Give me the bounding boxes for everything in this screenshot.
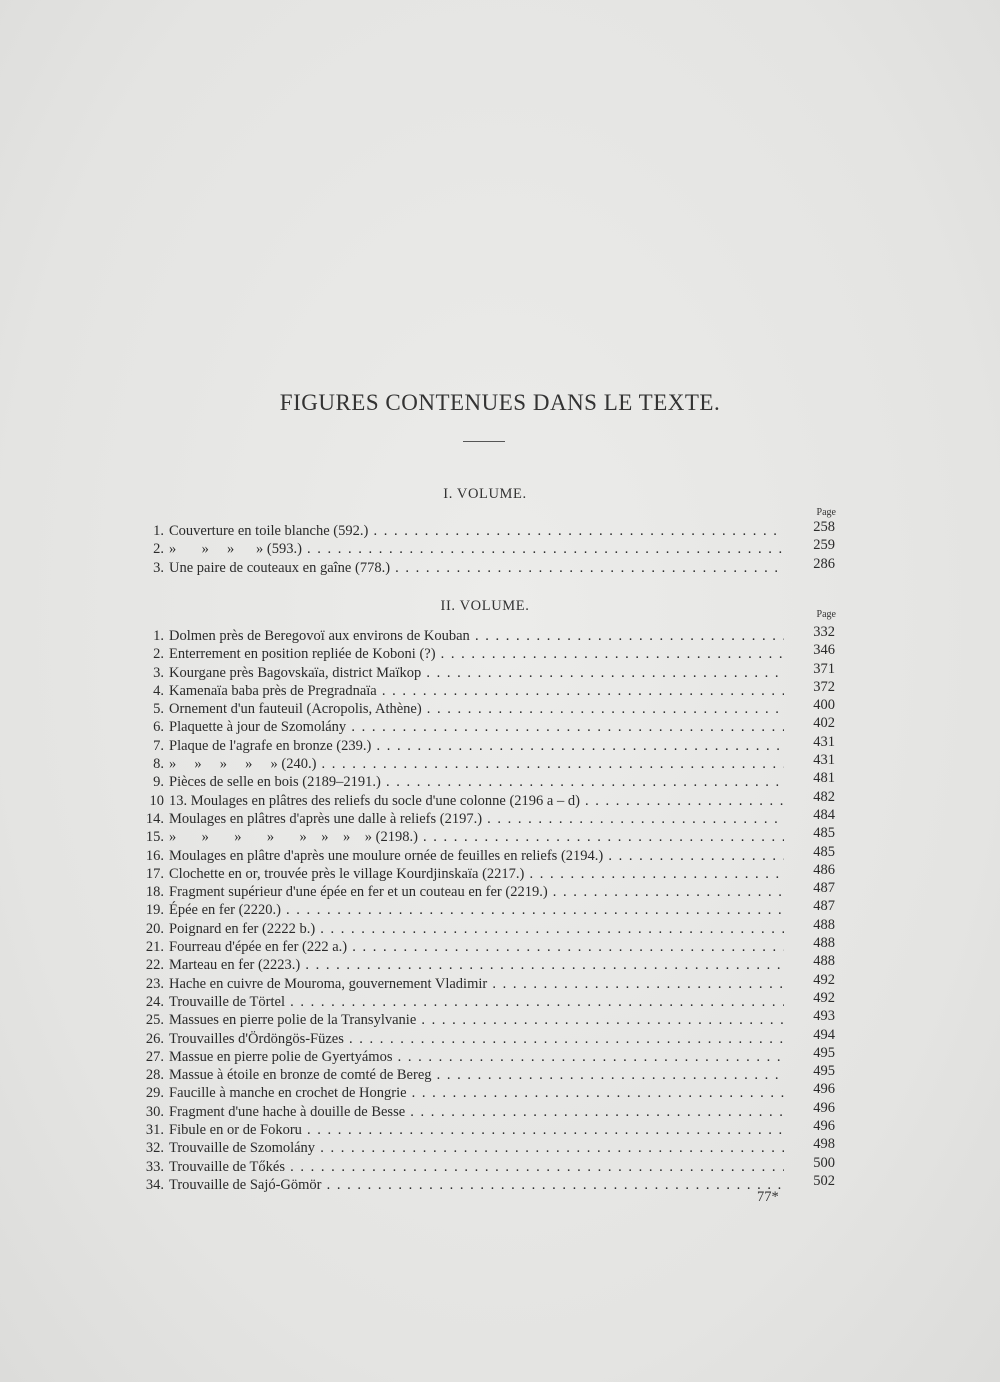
list-item (140, 971, 840, 993)
entry-number: 19. (145, 902, 164, 919)
entry-page: 485 (813, 843, 835, 860)
entry-number: 5. (153, 701, 164, 718)
entry-page: 488 (813, 935, 835, 952)
entry-text: Plaque de l'agrafe en bronze (239.) . . . (169, 737, 784, 755)
list-item (140, 697, 840, 718)
entry-number: 2. (153, 541, 164, 558)
list-item (140, 935, 840, 956)
list-item (140, 861, 840, 883)
entry-number: 21. (145, 939, 164, 956)
entry-text: Trouvaille de Szomolány . . . (169, 1139, 784, 1157)
entry-number: 1. (153, 628, 164, 644)
entry-page: 484 (813, 806, 835, 823)
volume-1-page-header: Page (816, 507, 836, 518)
entry-text: » » » » » » » » (2198.) . . . (169, 828, 784, 846)
entry-number: 23. (145, 975, 164, 992)
list-item (140, 519, 840, 540)
list-item (140, 752, 840, 773)
entry-text: Trouvaille de Tőkés . . . (169, 1158, 784, 1176)
entry-text: » » » » (593.) . . . (169, 540, 784, 558)
volume-2-entries (140, 624, 840, 1194)
list-item (140, 555, 840, 577)
entry-number: 17. (145, 865, 164, 882)
list-item (140, 843, 840, 865)
entry-text: Trouvaille de Sajó-Gömör . . . (169, 1176, 784, 1194)
list-item (140, 660, 840, 682)
entry-page: 496 (813, 1099, 835, 1116)
entry-text: Plaquette à jour de Szomolány . . . (169, 718, 784, 736)
entry-text: Clochette en or, trouvée près le village Kourdjinskaïa (2217.) . . . (169, 865, 784, 883)
entry-text: Fibule en or de Fokoru . . . (169, 1121, 784, 1139)
entry-number: 1. (153, 523, 164, 539)
entry-text: Poignard en fer (2222 b.) . . . (169, 920, 784, 938)
list-item (140, 1118, 840, 1139)
list-item (140, 1081, 840, 1102)
entry-number: 26. (145, 1030, 164, 1047)
volume-1-title: I. VOLUME. (443, 486, 527, 502)
entry-number: 29. (145, 1085, 164, 1102)
entry-number: 22. (145, 957, 164, 974)
entry-number: 33. (145, 1158, 164, 1175)
entry-number: 3. (153, 559, 164, 576)
entry-page: 496 (813, 1118, 835, 1135)
entry-page: 431 (813, 733, 835, 750)
entry-text: Kourgane près Bagovskaïa, district Maïkop . . . (169, 664, 784, 682)
entry-text: Fourreau d'épée en fer (222 a.) . . . (169, 938, 784, 956)
entry-page: 431 (813, 752, 835, 769)
entry-page: 486 (813, 861, 835, 878)
entry-page: 494 (813, 1026, 835, 1043)
list-item (140, 1154, 840, 1176)
entry-number: 24. (145, 993, 164, 1010)
entry-page: 371 (813, 660, 835, 677)
entry-page: 482 (813, 788, 835, 805)
list-item (140, 642, 840, 663)
entry-number: 20. (145, 920, 164, 937)
list-item (140, 678, 840, 700)
list-item (140, 624, 840, 645)
entry-number: 6. (153, 719, 164, 736)
entry-text: Trouvailles d'Ördöngös-Füzes . . . (169, 1030, 784, 1048)
entry-page: 332 (813, 624, 835, 640)
entry-number: 2. (153, 646, 164, 663)
entry-page: 498 (813, 1136, 835, 1153)
entry-page: 488 (813, 953, 835, 970)
entry-text: Moulages en plâtre d'après une moulure ornée de feuilles en reliefs (2194.) . . . (169, 847, 784, 865)
entry-number: 10 (149, 792, 164, 809)
page-title: FIGURES CONTENUES DANS LE TEXTE. (279, 390, 721, 415)
entry-page: 485 (813, 825, 835, 842)
entry-number: 9. (153, 774, 164, 791)
entry-number: 4. (153, 682, 164, 699)
volume-2-page-header: Page (816, 609, 836, 620)
page-number: 77* (757, 1189, 779, 1205)
entry-number: 16. (145, 847, 164, 864)
list-item (140, 916, 840, 938)
entry-page: 495 (813, 1044, 835, 1061)
entry-page: 496 (813, 1081, 835, 1098)
entry-number: 31. (145, 1122, 164, 1139)
list-item (140, 715, 840, 736)
entry-page: 346 (813, 642, 835, 659)
entry-text: Épée en fer (2220.) . . . (169, 901, 784, 919)
entry-page: 493 (813, 1008, 835, 1025)
list-item (140, 770, 840, 791)
entry-text: Couverture en toile blanche (592.) . . . (169, 522, 784, 540)
entry-text: Hache en cuivre de Mouroma, gouvernement Vladimir . . . (169, 975, 784, 993)
entry-page: 259 (813, 537, 835, 554)
title-divider (463, 441, 505, 442)
entry-text: Une paire de couteaux en gaîne (778.) . . . (169, 559, 784, 577)
entry-page: 402 (813, 715, 835, 732)
entry-page: 492 (813, 971, 835, 988)
entry-number: 28. (145, 1067, 164, 1084)
list-item (140, 825, 840, 846)
entry-number: 30. (145, 1103, 164, 1120)
list-item (140, 989, 840, 1011)
entry-text: Kamenaïa baba près de Pregradnaïa . . . (169, 682, 784, 700)
list-item (140, 806, 840, 828)
entry-page: 495 (813, 1063, 835, 1080)
list-item (140, 898, 840, 919)
list-item (140, 880, 840, 901)
entry-text: Dolmen près de Beregovoï aux environs de Kouban . . . (169, 627, 784, 645)
list-item (140, 733, 840, 755)
volume-1-entries (140, 519, 840, 577)
entry-text: Trouvaille de Törtel . . . (169, 993, 784, 1011)
entry-page: 492 (813, 989, 835, 1006)
volume-2-title: II. VOLUME. (440, 598, 530, 614)
entry-page: 258 (813, 519, 835, 535)
list-item (140, 1172, 840, 1194)
entry-page: 502 (813, 1172, 835, 1189)
entry-text: Massue à étoile en bronze de comté de Bereg . . . (169, 1066, 784, 1084)
list-item (140, 1136, 840, 1157)
entry-number: 8. (153, 756, 164, 773)
entry-text: Enterrement en position repliée de Koboni (?) . . . (169, 645, 784, 663)
list-item (140, 1008, 840, 1029)
list-item (140, 1063, 840, 1084)
list-item (140, 1044, 840, 1066)
entry-number: 15. (145, 829, 164, 846)
entry-text: Faucille à manche en crochet de Hongrie . . . (169, 1084, 784, 1102)
entry-number: 25. (145, 1012, 164, 1029)
entry-number: 34. (145, 1176, 164, 1193)
entry-number: 3. (153, 664, 164, 681)
entry-page: 500 (813, 1154, 835, 1171)
entry-page: 481 (813, 770, 835, 787)
entry-page: 400 (813, 697, 835, 714)
entry-page: 286 (813, 555, 835, 572)
entry-text: 13. Moulages en plâtres des reliefs du socle d'une colonne (2196 a – d) . . . (169, 792, 784, 810)
list-item (140, 1026, 840, 1048)
list-item (140, 953, 840, 974)
entry-text: Moulages en plâtres d'après une dalle à reliefs (2197.) . . . (169, 810, 784, 828)
entry-page: 488 (813, 916, 835, 933)
entry-number: 32. (145, 1140, 164, 1157)
entry-number: 27. (145, 1048, 164, 1065)
entry-text: Fragment supérieur d'une épée en fer et un couteau en fer (2219.) . . . (169, 883, 784, 901)
entry-page: 372 (813, 678, 835, 695)
entry-text: » » » » » (240.) . . . (169, 755, 784, 773)
entry-page: 487 (813, 880, 835, 897)
entry-text: Pièces de selle en bois (2189–2191.) . . . (169, 773, 784, 791)
entry-number: 18. (145, 884, 164, 901)
entry-text: Marteau en fer (2223.) . . . (169, 956, 784, 974)
entry-number: 14. (145, 810, 164, 827)
entry-number: 7. (153, 737, 164, 754)
entry-text: Ornement d'un fauteuil (Acropolis, Athène) . . . (169, 700, 784, 718)
list-item (140, 1099, 840, 1121)
entry-page: 487 (813, 898, 835, 915)
entry-text: Massue en pierre polie de Gyertyámos . . . (169, 1048, 784, 1066)
list-item (140, 788, 840, 810)
entry-text: Fragment d'une hache à douille de Besse . . . (169, 1103, 784, 1121)
list-item (140, 537, 840, 558)
entry-text: Massues en pierre polie de la Transylvanie . . . (169, 1011, 784, 1029)
